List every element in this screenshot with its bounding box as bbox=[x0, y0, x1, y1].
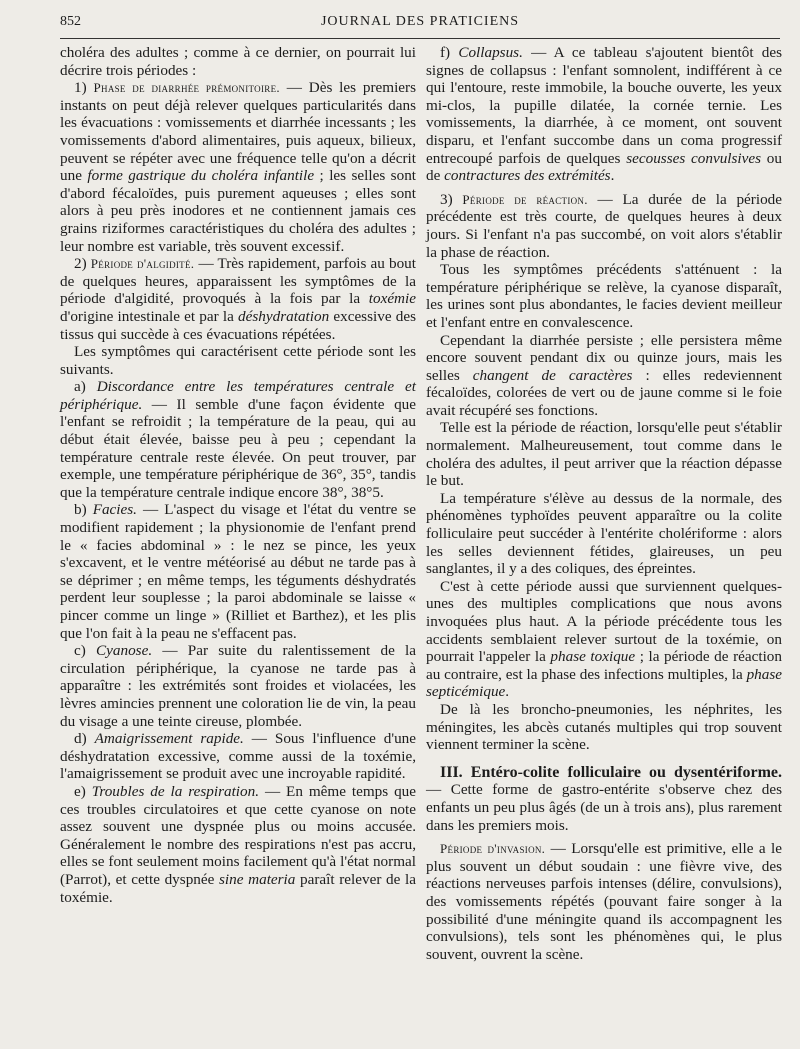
right-column bbox=[426, 44, 782, 963]
journal-title: JOURNAL DES PRATICIENS bbox=[320, 14, 520, 29]
section-heading: Période de réaction. bbox=[462, 191, 588, 207]
section-title: III. Entéro-colite folliculaire ou dysentériforme. bbox=[440, 763, 782, 781]
section-heading: Période d'algidité. bbox=[90, 256, 195, 272]
paragraph: Telle est la période de réaction, lorsqu'elle peut s'établir normalement. Malheureusement, tout comme dans le choléra des adultes, il peut arriver que la réaction dépasse le but. bbox=[426, 419, 782, 490]
section-heading: Phase de diarrhée prémonitoire. bbox=[93, 80, 280, 96]
paragraph: choléra des adultes ; comme à ce dernier, on pourrait lui décrire trois périodes : bbox=[60, 44, 416, 79]
paragraph: d) Amaigrissement rapide. — Sous l'influence d'une déshydratation excessive, comme aussi de la toxémie, l'amaigrissement se produit avec une incroyable rapidité. bbox=[60, 730, 416, 783]
paragraph: De là les broncho-pneumonies, les néphrites, les méningites, les abcès cutanés multiples qui trop souvent viennent terminer la scène. bbox=[426, 700, 782, 754]
paragraph: e) Troubles de la respiration. — En même temps que ces troubles circulatoires et que cette cyanose on note assez souvent une dyspnée plus ou moins accusée. Généralement le nombre des respirations n'est pas accru, elles se font seulement moins facilement qu'à l'état normal (Parrot), et cette dyspnée sine materia paraît relever de la toxémie. bbox=[60, 782, 417, 906]
paragraph: b) Facies. — L'aspect du visage et l'état du ventre se modifient rapidement ; la physionomie de l'enfant prend le « facies abdominal » : le nez se pince, les yeux s'excavent, et le ventre météorisé au début ne tarde pas à se déprimer ; en même temps, les téguments déshydratés perdent leur souplesse ; la paroi abdominale se laisse « pincer comme un linge » (Rilliet et Barthez), et les plis que l'on fait à la peau ne s'effacent pas. bbox=[60, 501, 416, 642]
header-rule bbox=[60, 38, 780, 39]
paragraph: Période d'invasion. — Lorsqu'elle est primitive, elle a le plus souvent un début soudain : une fièvre vive, des réactions nerveuses parfois intenses (délire, convulsions), des vomissements répétés (pouvant faire songer à la possibilité d'une méningite quand ils accompagnent les convulsions), tels sont les phénomènes qui, le plus souvent, ouvrent la scène. bbox=[426, 840, 782, 963]
paragraph: c) Cyanose. — Par suite du ralentissement de la circulation périphérique, la cyanose ne tarde pas à apparaître : les extrémités sont froides et violacées, les lèvres amincies prennent une coloration lie de vin, la peau du visage a une teinte cireuse, plombée. bbox=[60, 642, 416, 730]
paragraph: Les symptômes qui caractérisent cette période sont les suivants. bbox=[60, 343, 416, 378]
paragraph: III. Entéro-colite folliculaire ou dysentériforme. — Cette forme de gastro-entérite s'observe chez des enfants un peu plus âgés (de un à trois ans), plus rarement dans les premiers mois. bbox=[426, 763, 782, 834]
paragraph: C'est à cette période aussi que surviennent quelques-unes des multiples complications que nous avons invoquées plus haut. A la période précédente tous les accidents semblaient relever surtout de la toxémie, on pourrait l'appeler la phase toxique ; la période de réaction au contraire, est la phase des infections multiples, la phase septicémique. bbox=[426, 577, 782, 701]
page-number: 852 bbox=[60, 14, 81, 29]
paragraph: 3) Période de réaction. — La durée de la période précédente est très courte, de quelques heures à deux jours. Si l'enfant n'a pas succombé, on voit alors s'établir la phase de réaction. bbox=[426, 190, 783, 261]
section-heading: Période d'invasion. bbox=[440, 841, 546, 857]
paragraph: La température s'élève au dessus de la normale, des phénomènes typhoïdes peuvent apparaître ou la colite folliculaire peut succéder à l'entérite cholériforme : alors les selles deviennent fétides, glaireuses, un peu sanglantes, il y a des coliques, des épreintes. bbox=[426, 489, 782, 578]
page-header bbox=[60, 14, 780, 36]
paragraph: Tous les symptômes précédents s'atténuent : la température périphérique se relève, la cyanose disparaît, les urines sont plus abondantes, le facies devient meilleur et l'enfant entre en convalescence. bbox=[426, 261, 782, 331]
paragraph: Cependant la diarrhée persiste ; elle persistera même encore souvent pendant dix ou quinze jours, mais les selles changent de caractères : elles redeviennent fécaloïdes, colorées de vert ou de jaune comme si le foie avait récupéré ses fonctions. bbox=[426, 331, 782, 419]
paragraph: 2) Période d'algidité. — Très rapidement, parfois au bout de quelques heures, apparaissent les symptômes de la période d'algidité, provoqués à la fois par la toxémie d'origine intestinale et par la déshydratation excessive des tissus qui succède à ces évacuations répétées. bbox=[60, 255, 416, 343]
paragraph: 1) Phase de diarrhée prémonitoire. — Dès les premiers instants on peut déjà relever quelques particularités dans les évacuations : vomissements et diarrhée incessants ; les vomissements d'abord alimentaires, puis aqueux, bilieux, peuvent se répéter avec une fréquence telle qu'on a décrit une forme gastrique du choléra infantile ; les selles sont d'abord fécaloïdes, puis purement aqueuses ; elles sont alors à peu près inodores et ne contiennent jamais ces grains riziformes caractéristiques du choléra des adultes ; leur nombre est variable, très souvent excessif. bbox=[60, 79, 417, 255]
paragraph: f) Collapsus. — A ce tableau s'ajoutent bientôt des signes de collapsus : l'enfant somnolent, indifférent à ce qui l'entoure, reste immobile, la bouche ouverte, les yeux mi-clos, la pupille dilatée, la cornée ternie. Les vomissements, la diarrhée, à ce moment, ont souvent disparu, et l'enfant succombe dans un coma progressif entrecoupé parfois de quelques secousses convulsives ou de contractures des extrémités. bbox=[426, 44, 782, 185]
left-column bbox=[60, 44, 416, 906]
paragraph: a) Discordance entre les températures centrale et périphérique. — Il semble d'une façon évidente que l'enfant se refroidit ; la température de la peau, qui au début était élevée, baisse peu à peu ; cependant la température centrale reste élevée. On peut trouver, par exemple, une température périphérique de 36°, 35°, tandis que la température centrale indique encore 38°, 38°5. bbox=[60, 378, 416, 501]
